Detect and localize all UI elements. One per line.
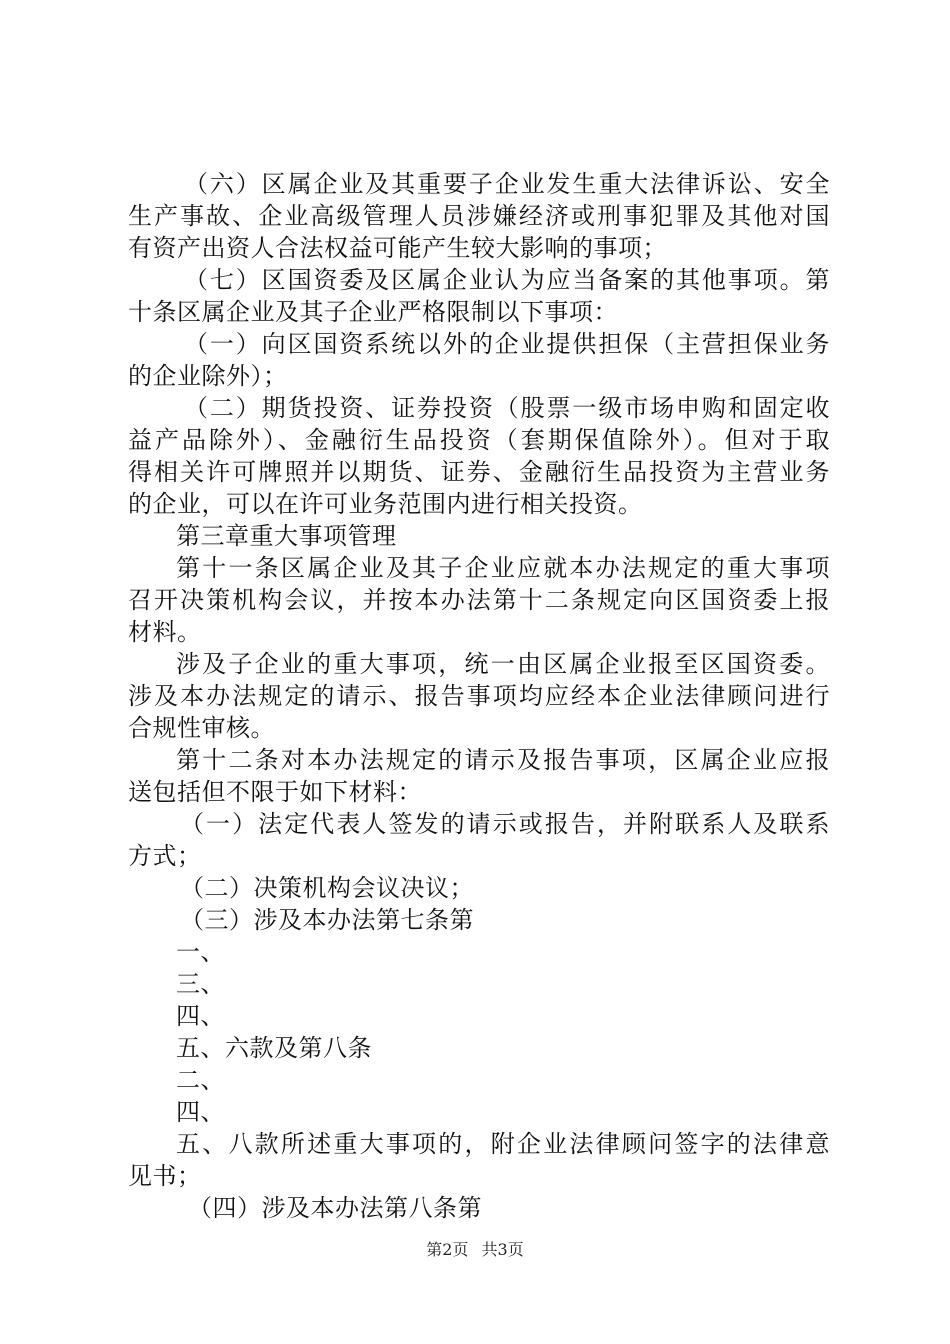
text-line: 见书； [128,1162,202,1190]
text-line: 涉及子企业的重大事项，统一由区属企业报至区国资委。 [176,650,830,678]
page-footer [0,1240,950,1260]
page-number: 第2页 [426,1240,469,1259]
text-line: 材料。 [128,618,202,646]
text-line: 第十二条对本办法规定的请示及报告事项，区属企业应报 [176,746,830,774]
text-line: 益产品除外）、金融衍生品投资（套期保值除外）。但对于取 [128,426,830,454]
text-line: （一）法定代表人签发的请示或报告，并附联系人及联系 [180,810,830,838]
text-line: 涉及本办法规定的请示、报告事项均应经本企业法律顾问进行 [128,682,830,710]
text-line: 四、 [176,1002,225,1030]
text-line: （四）涉及本办法第八条第 [188,1194,482,1222]
page-total: 共3页 [481,1240,524,1259]
text-line: 五、八款所述重大事项的，附企业法律顾问签字的法律意 [176,1130,830,1158]
chapter-heading: 第三章重大事项管理 [176,522,397,550]
text-line: 二、 [176,1066,225,1094]
text-line: 召开决策机构会议，并按本办法第十二条规定向区国资委上报 [128,586,830,614]
text-line: 送包括但不限于如下材料： [128,778,422,806]
text-line: （三）涉及本办法第七条第 [180,906,474,934]
text-line: 三、 [176,970,225,998]
text-line: 一、 [176,938,225,966]
text-line: 生产事故、企业高级管理人员涉嫌经济或刑事犯罪及其他对国 [128,202,830,230]
text-line: （一）向区国资系统以外的企业提供担保（主营担保业务 [184,330,830,358]
text-line: 的企业，可以在许可业务范围内进行相关投资。 [128,490,643,518]
text-line: 五、六款及第八条 [176,1034,372,1062]
text-line: 合规性审核。 [128,714,275,742]
text-line: （二）决策机构会议决议； [180,874,474,902]
text-line: 四、 [176,1098,225,1126]
text-line: （七）区国资委及区属企业认为应当备案的其他事项。第 [184,266,830,294]
text-line: 十条区属企业及其子企业严格限制以下事项： [128,298,618,326]
text-line: 得相关许可牌照并以期货、证券、金融衍生品投资为主营业务 [128,458,830,486]
text-line: 第十一条区属企业及其子企业应就本办法规定的重大事项 [176,554,830,582]
text-line: （六）区属企业及其重要子企业发生重大法律诉讼、安全 [184,170,830,198]
text-line: 有资产出资人合法权益可能产生较大影响的事项； [128,234,667,262]
document-body [128,168,830,1224]
text-line: 方式； [128,842,202,870]
text-line: （二）期货投资、证券投资（股票一级市场申购和固定收 [184,394,830,422]
text-line: 的企业除外）； [128,362,288,390]
